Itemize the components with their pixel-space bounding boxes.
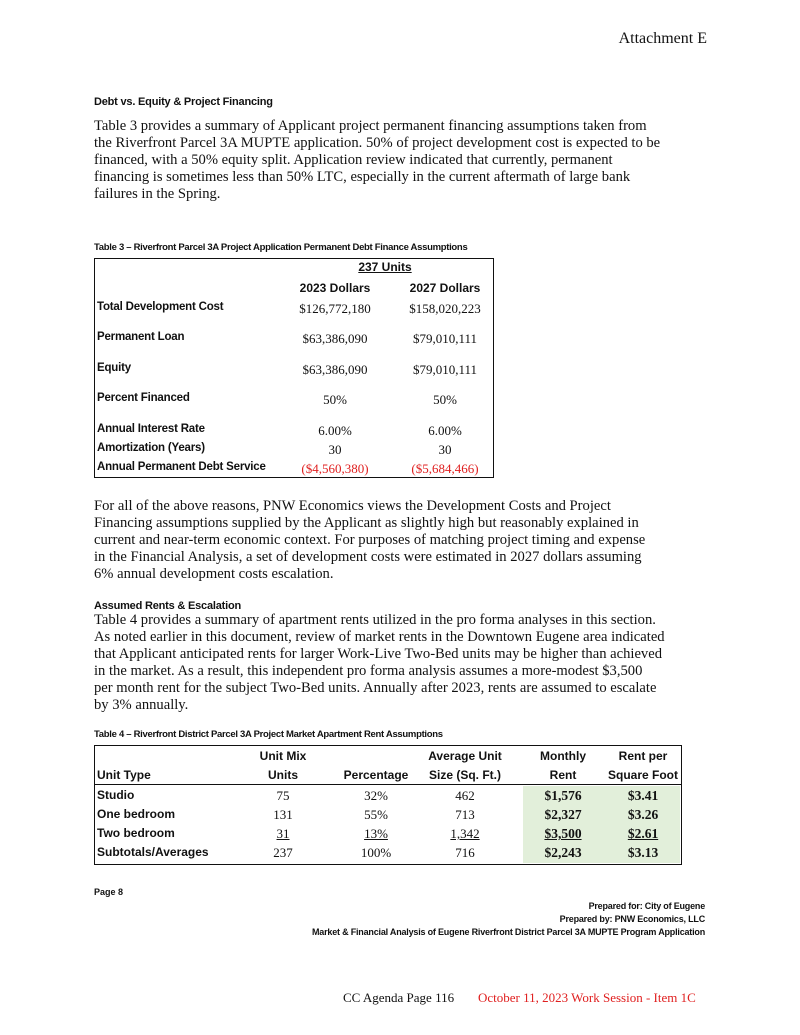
table3-cell: 50%	[433, 392, 457, 407]
table4-header: Units	[268, 768, 298, 782]
table4-cell: $2,327	[544, 807, 582, 822]
table4-cell: 75	[276, 788, 290, 803]
table4-row-label: Studio	[97, 788, 135, 802]
table4-header: Unit Mix	[259, 749, 307, 763]
table4-header: Monthly	[540, 749, 586, 763]
table4-cell: $3.26	[627, 807, 659, 822]
paragraph-line: failures in the Spring.	[94, 186, 221, 202]
table4-cell: $3.41	[627, 788, 659, 803]
paragraph-line: For all of the above reasons, PNW Economics views the Development Costs and Project	[94, 498, 611, 514]
table3-cell: 30	[438, 442, 452, 457]
table3-cell: 6.00%	[428, 423, 462, 438]
paragraph-line: in the Financial Analysis, a set of development costs were estimated in 2027 dollars assuming	[94, 549, 642, 565]
table4-cell: 31	[276, 826, 290, 841]
table3-row-label: Permanent Loan	[97, 331, 185, 343]
paragraph-line: in the market. As a result, this independent pro forma analysis assumes a more-modest $3,500	[94, 663, 643, 679]
table3-cell: $63,386,090	[302, 331, 368, 346]
table4-row-label: One bedroom	[97, 807, 176, 821]
section-heading-rents: Assumed Rents & Escalation	[94, 600, 242, 612]
paragraph-line: 6% annual development costs escalation.	[94, 566, 334, 582]
table3-caption: Table 3 – Riverfront Parcel 3A Project Application Permanent Debt Finance Assumptions	[94, 242, 468, 253]
table3-row-label: Annual Interest Rate	[97, 423, 205, 435]
table3-row-label: Equity	[97, 362, 131, 374]
table4-header: Rent per	[618, 749, 668, 763]
section-heading-financing: Debt vs. Equity & Project Financing	[94, 96, 273, 108]
work-session-item: October 11, 2023 Work Session - Item 1C	[478, 990, 696, 1005]
report-title: Market & Financial Analysis of Eugene Riverfront District Parcel 3A MUPTE Program Application	[312, 927, 705, 937]
header-divider	[95, 784, 681, 785]
attachment-label: Attachment E	[618, 30, 707, 47]
paragraph-line: the Riverfront Parcel 3A MUPTE application. 50% of project development cost is expected to be	[94, 135, 661, 151]
table4-cell: $1,576	[544, 788, 582, 803]
table4-header: Size (Sq. Ft.)	[429, 768, 501, 782]
table3	[94, 258, 494, 478]
financing-paragraph	[94, 118, 714, 203]
footer-credits	[312, 900, 705, 939]
table3-col-2027: 2027 Dollars	[409, 281, 481, 295]
table4-cell: 55%	[364, 807, 388, 822]
page-number: Page 8	[94, 887, 124, 897]
table3-row-label: Total Development Cost	[97, 301, 224, 313]
table3-cell: $158,020,223	[409, 301, 481, 316]
agenda-page: CC Agenda Page 116	[343, 990, 455, 1005]
table4-row-label: Subtotals/Averages	[97, 845, 209, 859]
table4-cell: 713	[455, 807, 475, 822]
table3-cell: $126,772,180	[299, 301, 371, 316]
paragraph-line: Financing assumptions supplied by the Applicant as slightly high but reasonably explained in	[94, 515, 639, 531]
table3-cell: $79,010,111	[412, 331, 478, 346]
table4-caption: Table 4 – Riverfront District Parcel 3A Project Market Apartment Rent Assumptions	[94, 729, 443, 740]
paragraph-line: financing is sometimes less than 50% LTC, especially in the current aftermath of large bank	[94, 169, 631, 185]
table3-cell: 6.00%	[318, 423, 352, 438]
paragraph-line: current and near-term economic context. For purposes of matching project timing and expense	[94, 532, 646, 548]
paragraph-line: by 3% annually.	[94, 697, 189, 713]
table4-cell: 237	[273, 845, 293, 860]
table3-row-label: Annual Permanent Debt Service	[97, 461, 266, 473]
paragraph-line: As noted earlier in this document, review of market rents in the Downtown Eugene area indicated	[94, 629, 665, 645]
table4-header: Unit Type	[97, 768, 151, 782]
table4-cell: 32%	[364, 788, 388, 803]
table4-cell: $2,243	[544, 845, 582, 860]
conclusion-paragraph	[94, 498, 714, 583]
table3-cell: $79,010,111	[412, 362, 478, 377]
prepared-by: Prepared by: PNW Economics, LLC	[559, 914, 705, 924]
table3-group-header: 237 Units	[358, 260, 412, 274]
paragraph-line: Table 3 provides a summary of Applicant project permanent financing assumptions taken from	[94, 118, 647, 134]
table4-cell: $3,500	[544, 826, 582, 841]
table4-cell: 716	[455, 845, 475, 860]
table3-row-label: Amortization (Years)	[97, 442, 205, 454]
table4-cell: 100%	[360, 845, 392, 860]
paragraph-line: financed, with a 50% equity split. Application review indicated that currently, permanent	[94, 152, 613, 168]
prepared-for: Prepared for: City of Eugene	[588, 901, 705, 911]
paragraph-line: that Applicant anticipated rents for larger Work-Live Two-Bed units may be higher than achieved	[94, 646, 663, 662]
table4-cell: 131	[273, 807, 293, 822]
table4	[94, 745, 682, 865]
table3-cell: 50%	[323, 392, 347, 407]
table3-row-label: Percent Financed	[97, 392, 190, 404]
rents-paragraph	[94, 612, 714, 714]
table4-cell: 13%	[364, 826, 388, 841]
table3-cell: 30	[328, 442, 342, 457]
table4-cell: $2.61	[627, 826, 659, 841]
table3-cell-negative: ($4,560,380)	[301, 461, 369, 476]
table4-header: Average Unit	[428, 749, 502, 763]
table4-header: Square Foot	[607, 768, 678, 782]
table3-cell-negative: ($5,684,466)	[411, 461, 479, 476]
table4-cell: 462	[455, 788, 475, 803]
table4-row-label: Two bedroom	[97, 826, 175, 840]
table4-cell: 1,342	[450, 826, 480, 841]
paragraph-line: Table 4 provides a summary of apartment rents utilized in the pro forma analyses in this section.	[94, 612, 656, 628]
table3-cell: $63,386,090	[302, 362, 368, 377]
table4-header: Rent	[549, 768, 577, 782]
table4-header: Percentage	[343, 768, 409, 782]
table4-cell: $3.13	[627, 845, 659, 860]
table3-col-2023: 2023 Dollars	[299, 281, 371, 295]
paragraph-line: per month rent for the subject Two-Bed units. Annually after 2023, rents are assumed to escalate	[94, 680, 657, 696]
